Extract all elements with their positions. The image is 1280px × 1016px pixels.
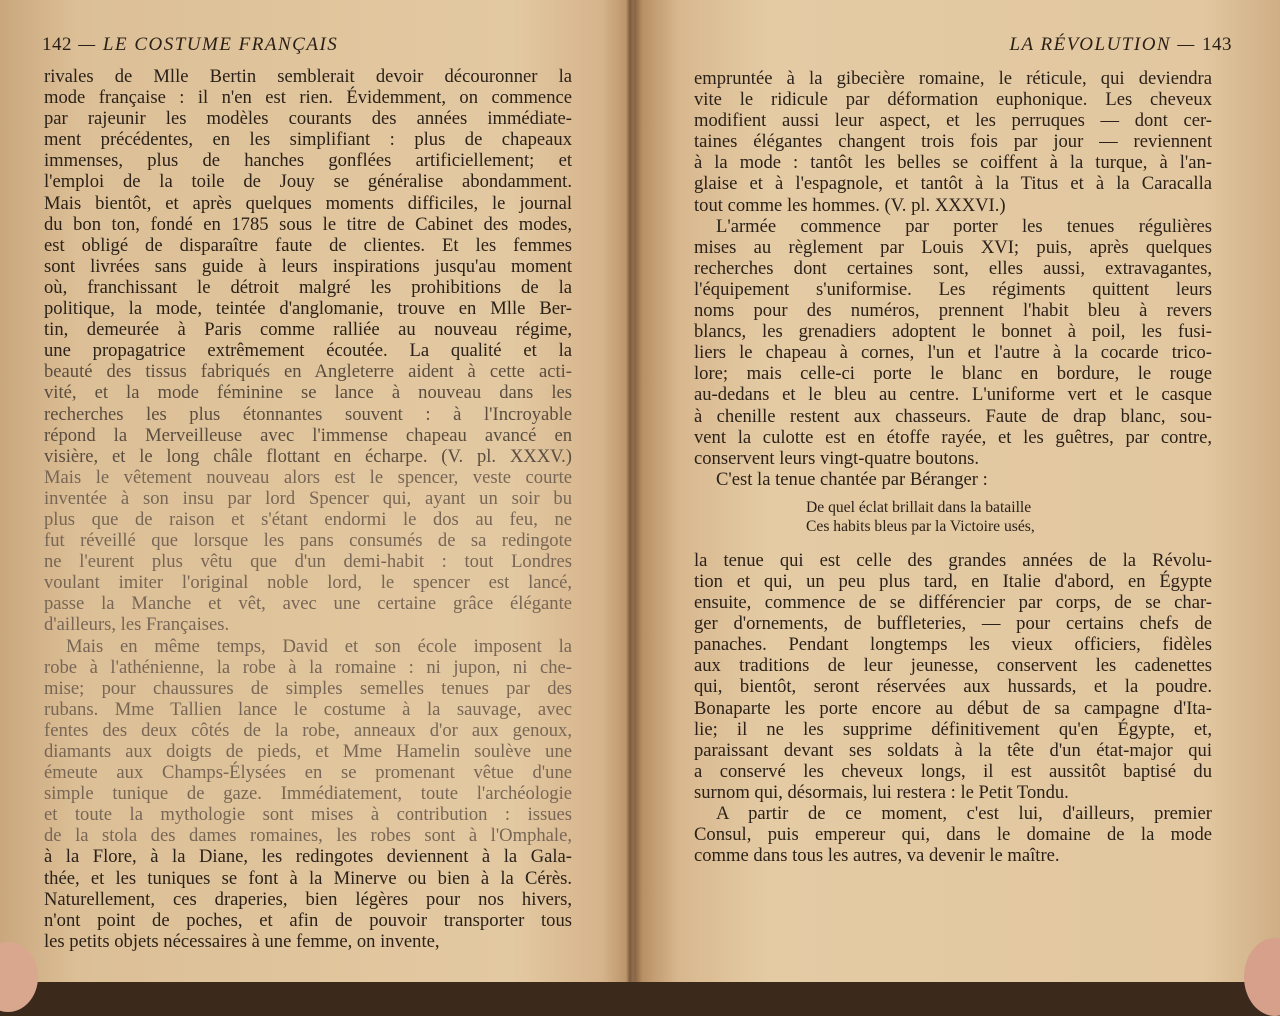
text-line: l'emploi de la toile de Jouy se généralise abondamment. bbox=[44, 171, 572, 193]
text-line: où, franchissant le détroit malgré les prohibitions de la bbox=[44, 276, 572, 298]
text-line: qui, bientôt, seront réservées aux hussards, et la poudre. bbox=[694, 676, 1212, 698]
text-line: au-dedans et le bleu au centre. L'uniforme vert et le casque bbox=[694, 384, 1212, 406]
text-line: ensuite, commence de se différencier par corps, de se char- bbox=[694, 592, 1212, 614]
text-line: diamants aux doigts de pieds, et Mme Hamelin soulève une bbox=[44, 741, 572, 762]
text-line: simple tunique de gaze. Immédiatement, toute l'archéologie bbox=[44, 783, 572, 805]
text-line: a conservé les cheveux longs, il est aussitôt baptisé du bbox=[694, 760, 1212, 782]
text-line: la tenue qui est celle des grandes années de la Révolu- bbox=[694, 549, 1212, 571]
text-line: passe la Manche et vêt, avec une certaine grâce élégante bbox=[44, 593, 572, 615]
text-line: ger d'ornements, de buffleteries, — pour certains chefs de bbox=[694, 613, 1212, 635]
text-line: à la Flore, à la Diane, les redingotes deviennent à la Gala- bbox=[44, 846, 572, 868]
text-line: recherches dont certaines sont, elles aussi, extravagantes, bbox=[694, 257, 1212, 279]
text-line: comme dans tous les autres, va devenir le maître. bbox=[694, 845, 1060, 867]
text-line: fentes des deux côtés de la robe, anneaux d'or aux genoux, bbox=[44, 719, 572, 741]
text-line: répond la Merveilleuse avec l'immense chapeau avancé en bbox=[44, 424, 572, 446]
left-head-title: — LE COSTUME FRANÇAIS bbox=[78, 34, 339, 55]
text-line: L'armée commence par porter les tenues régulières bbox=[716, 215, 1212, 237]
text-line: beauté des tissus fabriqués en Angleterre aident à cette acti- bbox=[44, 361, 572, 383]
text-line: visière, et le long châle flottant en écharpe. (V. pl. XXXV.) bbox=[44, 445, 572, 467]
verse-line: De quel éclat brillait dans la bataille bbox=[806, 498, 1032, 516]
text-line: glaise et à l'espagnole, et tantôt à la Titus et à la Caracalla bbox=[694, 173, 1212, 195]
left-page bbox=[0, 0, 628, 982]
text-line: émeute aux Champs-Élysées en se promenant vêtue d'une bbox=[44, 762, 572, 784]
text-line: de la stola des dames romaines, les robes sont à l'Omphale, bbox=[44, 825, 572, 847]
text-line: et toute la mythologie sont mises à contribution : issues bbox=[44, 804, 572, 826]
text-line: vite le ridicule par déformation euphonique. Les cheveux bbox=[694, 89, 1212, 111]
text-line: mode française : il n'en est rien. Évidemment, on commence bbox=[44, 87, 572, 109]
text-line: Mais en même temps, David et son école imposent la bbox=[66, 635, 572, 657]
right-page-number: 143 bbox=[1202, 34, 1232, 55]
text-line: n'ont point de poches, et afin de pouvoir transporter tous bbox=[44, 909, 572, 931]
text-line: sont livrées sans guide à leurs inspirations jusqu'au moment bbox=[44, 255, 572, 277]
left-running-head bbox=[42, 34, 338, 56]
text-line: par rajeunir les modèles courants des années immédiate- bbox=[44, 108, 572, 130]
text-line: Consul, puis empereur qui, dans le domaine de la mode bbox=[694, 824, 1212, 846]
verse-line: Ces habits bleus par la Victoire usés, bbox=[806, 517, 1035, 535]
text-line: voulant imiter l'original noble lord, le spencer est lancé, bbox=[44, 572, 572, 594]
text-line: aux traditions de leur jeunesse, conservent les cadenettes bbox=[694, 655, 1212, 677]
text-line: immenses, plus de hanches gonflées artificiellement; et bbox=[44, 150, 572, 172]
text-line: Mais bientôt, et après quelques moments difficiles, le journal bbox=[44, 192, 572, 214]
text-line: taines élégantes changent trois fois par jour — reviennent bbox=[694, 131, 1212, 153]
right-text-after-verse bbox=[694, 550, 1212, 866]
left-page-text bbox=[44, 66, 572, 952]
text-line: lie; il ne les supprime définitivement qu'en Égypte, et, bbox=[694, 718, 1212, 740]
text-line: inventée à son insu par lord Spencer qui, ayant un soir bu bbox=[44, 487, 572, 509]
text-line: d'ailleurs, les Françaises. bbox=[44, 614, 230, 636]
text-line: mise; pour chaussures de simples semelles tenues par des bbox=[44, 677, 572, 699]
beranger-verse bbox=[806, 498, 1212, 536]
text-line: tout comme les hommes. (V. pl. XXXVI.) bbox=[694, 194, 1006, 216]
text-line: tion et qui, un peu plus tard, en Italie d'abord, en Égypte bbox=[694, 570, 1212, 592]
text-line: recherches les plus étonnantes souvent : à l'Incroyable bbox=[44, 403, 572, 425]
right-thumb bbox=[1244, 938, 1280, 1016]
text-line: robe à l'athénienne, la robe à la romaine : ni jupon, ni che- bbox=[44, 656, 572, 678]
text-line: rubans. Mme Tallien lance le costume à la sauvage, avec bbox=[44, 698, 572, 720]
right-running-head bbox=[1009, 34, 1232, 56]
text-line: empruntée à la gibecière romaine, le réticule, qui deviendra bbox=[694, 68, 1212, 89]
text-line: du bon ton, fondé en 1785 sous le titre de Cabinet des modes, bbox=[44, 213, 572, 235]
text-line: tin, demeurée à Paris comme ralliée au nouveau régime, bbox=[44, 319, 572, 341]
text-line: à la mode : tantôt les belles se coiffent à la turque, à l'an- bbox=[694, 152, 1212, 174]
text-line: C'est la tenue chantée par Béranger : bbox=[716, 468, 988, 490]
text-line: Mais le vêtement nouveau alors est le spencer, veste courte bbox=[44, 466, 572, 488]
text-line: panaches. Pendant longtemps les vieux officiers, fidèles bbox=[694, 634, 1212, 656]
text-line: plus que de raison et s'étant endormi le dos au feu, ne bbox=[44, 508, 572, 530]
left-page-number: 142 bbox=[42, 34, 72, 55]
text-line: noms pour des numéros, prennent l'habit bleu à revers bbox=[694, 300, 1212, 322]
text-line: fut réveillé que lorsque les pans consumés de sa redingote bbox=[44, 530, 572, 552]
text-line: les petits objets nécessaires à une femme, on invente, bbox=[44, 930, 440, 952]
text-line: vité, et la mode féminine se lance à nouveau dans les bbox=[44, 382, 572, 404]
text-line: l'équipement s'uniformise. Les régiments quittent leurs bbox=[694, 278, 1212, 300]
text-line: paraissant devant ses soldats à la tête d'un état-major qui bbox=[694, 739, 1212, 761]
text-line: conservent leurs vingt-quatre boutons. bbox=[694, 447, 980, 469]
text-line: ne l'eurent plus vêtu que d'un demi-habit : tout Londres bbox=[44, 551, 572, 573]
text-line: politique, la mode, teintée d'anglomanie, trouve en Mlle Ber- bbox=[44, 298, 572, 320]
text-line: modifient aussi leur aspect, et les perruques — dont cer- bbox=[694, 110, 1212, 132]
text-line: rivales de Mlle Bertin semblerait devoir découronner la bbox=[44, 66, 572, 87]
right-head-title: LA RÉVOLUTION — bbox=[1009, 34, 1196, 55]
right-page bbox=[632, 0, 1280, 982]
text-line: A partir de ce moment, c'est lui, d'ailleurs, premier bbox=[716, 803, 1212, 824]
text-line: surnom qui, désormais, lui restera : le Petit Tondu. bbox=[694, 781, 1069, 803]
text-line: vent la culotte est en étoffe rayée, et les guêtres, par contre, bbox=[694, 426, 1212, 448]
text-line: Bonaparte les porte encore au début de sa campagne d'Ita- bbox=[694, 697, 1212, 719]
text-line: lore; mais celle-ci porte le blanc en bordure, le rouge bbox=[694, 363, 1212, 385]
right-text-before-verse bbox=[694, 68, 1212, 490]
right-page-text bbox=[694, 68, 1212, 866]
text-line: mises au règlement par Louis XVI; puis, après quelques bbox=[694, 236, 1212, 258]
text-line: une propagatrice extrêmement écoutée. La qualité et la bbox=[44, 340, 572, 362]
text-line: est obligé de disparaître faute de clientes. Et les femmes bbox=[44, 234, 572, 256]
text-line: ment précédentes, en les simplifiant : plus de chapeaux bbox=[44, 129, 572, 151]
text-line: à chenille restent aux chasseurs. Faute de drap blanc, sou- bbox=[694, 405, 1212, 427]
text-line: blancs, les grenadiers adoptent le bonnet à poil, les fusi- bbox=[694, 321, 1212, 343]
text-line: thée, et les tuniques se font à la Minerve ou bien à la Cérès. bbox=[44, 867, 572, 889]
text-line: liers le chapeau à cornes, l'un et l'autre à la cocarde trico- bbox=[694, 342, 1212, 364]
left-thumb bbox=[0, 942, 38, 1012]
text-line: Naturellement, ces draperies, bien légères pour nos hivers, bbox=[44, 888, 572, 910]
